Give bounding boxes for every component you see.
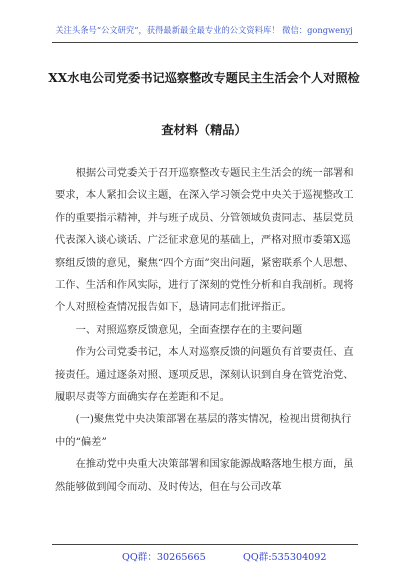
section-heading-1: 一、对照巡察反馈意见，全面查摆存在的主要问题 [75,323,303,336]
paragraph-responsibility: 作为公司党委书记，本人对巡察反馈的问题负有首要责任、直接责任。通过逐条对照、逐项反思，深刻认识到自身在管党治党、履职尽责等方面确实存在差距和不足。 [55,346,354,404]
document-title-line-2: 查材料（精品） [161,123,247,137]
paragraph-intro: 根据公司党委关于召开巡察整改专题民主生活会的统一部署和要求，本人紧扣会议主题，在深入学习领会党中央关于巡视整改工作的重要指示精神，并与班子成员、分管领域负责同志、基层党员代表深入谈心谈话、广泛征求意见的基础上，严格对照市委第X巡察组反馈的意见，聚焦“四个方面”突出问题，紧密联系个人思想、工作、生活和作风实际，进行了深刻的党性分析和自我剖析。现将个人对照检查情况报告如下，恳请同志们批评指正。 [55,167,354,314]
footer-qq-group-2: QQ群:535304092 [243,552,327,563]
footer-divider [52,544,358,545]
document-body [55,162,355,498]
header-divider [52,42,358,43]
header-banner: 关注头条号“公文研究”，获得最新最全最专业的公文资料库！ 微信：gongwenyj [55,25,353,35]
subsection-heading-1: (一)聚焦党中央决策部署在基层的落实情况，检视出贯彻执行中的“偏差” [55,413,352,448]
paragraph-implementation: 在推动党中央重大决策部署和国家能源战略落地生根方面，虽然能够做到闻令而动、及时传达，但在与公司改革 [55,458,354,493]
footer-qq-group-1: QQ群：30265665 [122,552,206,563]
document-title-line-1: XX水电公司党委书记巡察整改专题民主生活会个人对照检 [48,71,360,85]
